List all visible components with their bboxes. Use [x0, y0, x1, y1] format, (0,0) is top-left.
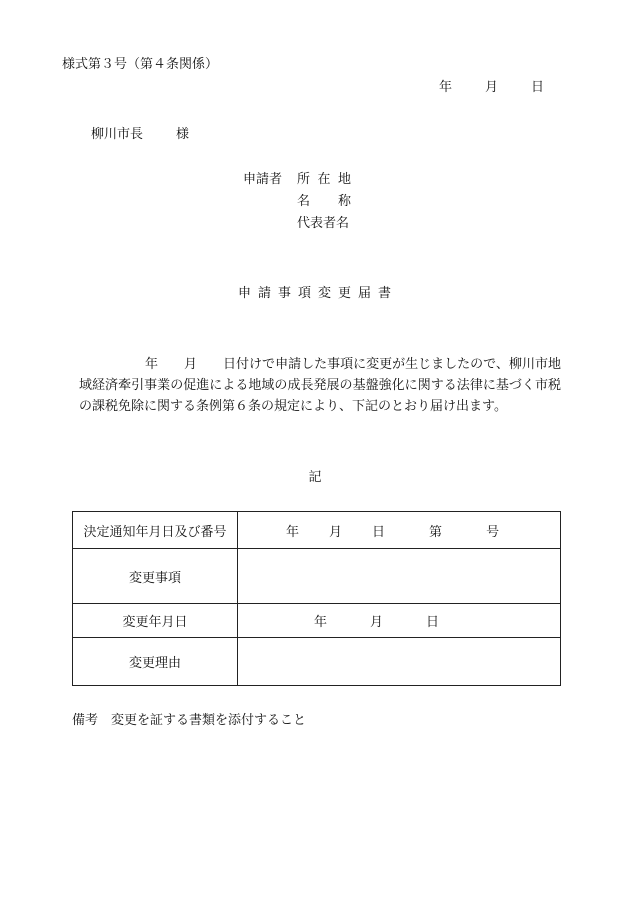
date-day: 日	[530, 80, 544, 95]
address-label: 所 在 地	[297, 172, 351, 187]
addressee	[91, 128, 189, 141]
document-title: 申請事項変更届書	[237, 286, 398, 301]
form-number: 様式第３号（第４条関係）	[62, 57, 219, 72]
table-row	[73, 549, 561, 604]
body-month: 月	[184, 357, 198, 372]
applicant-block	[243, 173, 351, 239]
body-year: 年	[145, 357, 159, 372]
table-row	[73, 604, 561, 638]
decision-notice-value[interactable]: 年 月 日 第 号	[238, 512, 561, 549]
applicant-role: 申請者	[243, 172, 283, 187]
change-item-value[interactable]	[238, 549, 561, 604]
date-year: 年	[438, 80, 452, 95]
table-row	[73, 638, 561, 686]
decision-notice-label: 決定通知年月日及び番号	[73, 512, 238, 549]
addressee-name: 柳川市長	[91, 127, 144, 142]
details-table	[72, 511, 561, 686]
change-reason-label: 変更理由	[73, 638, 238, 686]
name-label: 名 称	[297, 194, 351, 209]
change-item-label: 変更事項	[73, 549, 238, 604]
table-row	[73, 512, 561, 549]
body-paragraph	[79, 354, 561, 417]
date-month: 月	[484, 80, 498, 95]
change-date-value[interactable]: 年 月 日	[238, 604, 561, 638]
change-date-label: 変更年月日	[73, 604, 238, 638]
submission-date	[439, 81, 544, 94]
addressee-honorific: 様	[176, 127, 190, 142]
representative-label: 代表者名	[297, 216, 350, 231]
remarks-note: 備考 変更を証する書類を添付すること	[72, 713, 307, 728]
change-reason-value[interactable]	[238, 638, 561, 686]
ki-heading: 記	[308, 470, 322, 485]
body-text: 日付けで申請した事項に変更が生じましたので、柳川市地域経済牽引事業の促進による地域の成長発展の基盤強化に関する法律に基づく市税の課税免除に関する条例第６条の規定により、下記のとおり届け出ます。	[79, 357, 561, 414]
